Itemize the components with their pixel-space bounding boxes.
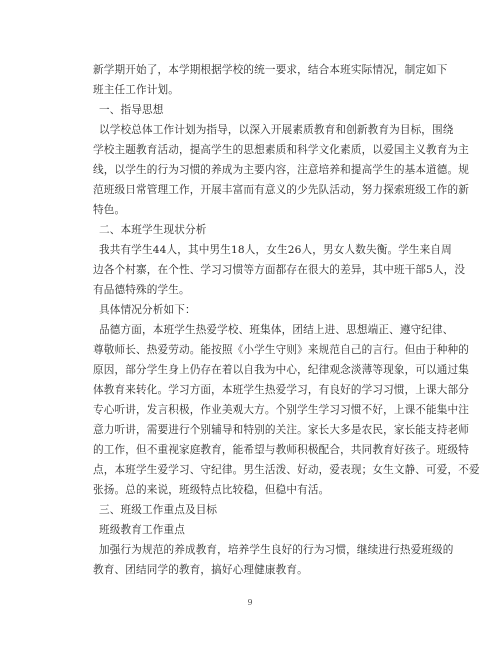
text-line: 专心听讲，发言积极，作业美观大方。个别学生学习习惯不好，上课不能集中注 xyxy=(93,404,470,416)
text-line: 教育、团结同学的教育，搞好心理健康教育。 xyxy=(93,564,308,576)
text-line: 体教育来转化。学习方面，本班学生热爱学习，有良好的学习习惯，上课大部分 xyxy=(93,384,470,396)
text-line: 班主任工作计划。 xyxy=(93,84,179,96)
subheading: 班级教育工作重点 xyxy=(99,524,185,536)
section-heading: 三、班级工作重点及目标 xyxy=(99,504,218,516)
text-line: 边各个村寨，在个性、学习习惯等方面都存在很大的差异，其中班干部5人，没 xyxy=(93,264,466,276)
text-line: 原因，部分学生身上仍存在着以自我为中心，纪律观念淡薄等现象，可以通过集 xyxy=(93,364,470,376)
text-line: 新学期开始了，本学期根据学校的统一要求，结合本班实际情况，制定如下 xyxy=(93,64,448,76)
text-line: 点，本班学生爱学习、守纪律。男生活泼、好动，爱表现；女生文静、可爱，不爱 xyxy=(93,464,480,476)
subheading: 具体情况分析如下： xyxy=(99,304,196,316)
text-line: 尊敬师长、热爱劳动。能按照《小学生守则》来规范自己的言行。但由于种种的 xyxy=(93,344,470,356)
text-line: 有品德特殊的学生。 xyxy=(93,284,190,296)
text-line: 我共有学生44人，其中男生18人，女生26人，男女人数失衡。学生来自周 xyxy=(99,244,452,256)
text-line: 线，以学生的行为习惯的养成为主要内容，注意培养和提高学生的基本道德。规 xyxy=(93,164,470,176)
text-line: 范班级日常管理工作，开展丰富而有意义的少先队活动，努力探索班级工作的新 xyxy=(93,184,470,196)
section-heading: 二、本班学生现状分析 xyxy=(99,224,207,236)
page-number: 9 xyxy=(247,598,253,607)
text-line: 的工作，但不重视家庭教育，能希望与教师积极配合，共同教育好孩子。班级特 xyxy=(93,444,470,456)
section-heading: 一、指导思想 xyxy=(99,104,164,116)
text-line: 加强行为规范的养成教育，培养学生良好的行为习惯，继续进行热爱班级的 xyxy=(99,544,454,556)
text-line: 特色。 xyxy=(93,204,126,216)
text-line: 品德方面，本班学生热爱学校、班集体，团结上进、思想端正、遵守纪律、 xyxy=(99,324,454,336)
text-line: 意力听讲，需要进行个别辅导和特别的关注。家长大多是农民，家长能支持老师 xyxy=(93,424,470,436)
text-line: 以学校总体工作计划为指导，以深入开展素质教育和创新教育为目标，围绕 xyxy=(99,124,454,136)
text-line: 学校主题教育活动，提高学生的思想素质和科学文化素质，以爱国主义教育为主 xyxy=(93,144,470,156)
text-line: 张扬。总的来说，班级特点比较稳，但稳中有活。 xyxy=(93,484,330,496)
